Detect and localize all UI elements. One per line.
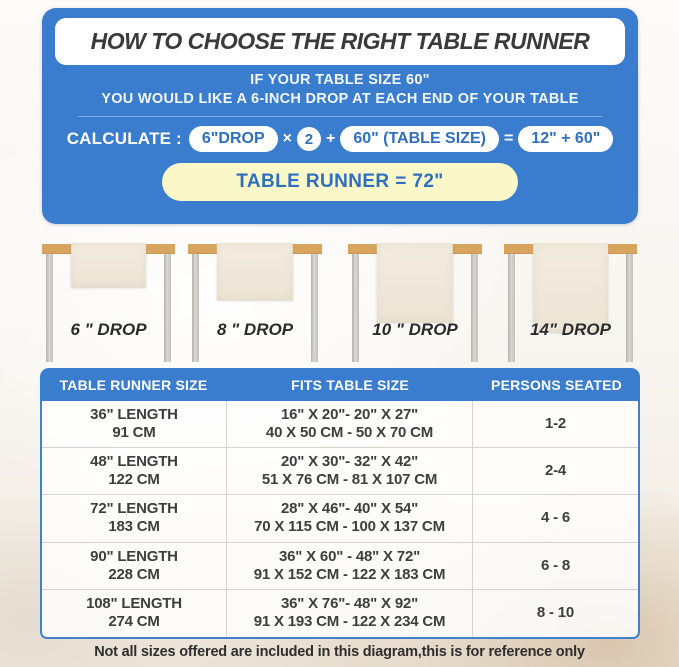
table-leg (626, 254, 633, 362)
fits-size-in: 16" X 20"- 20" X 27" (280, 406, 419, 424)
fits-size-in: 28" X 46"- 40" X 54" (280, 500, 419, 518)
column-header-fits-table: FITS TABLE SIZE (291, 376, 409, 393)
table-leg (311, 254, 318, 362)
intro-text (42, 72, 638, 107)
drop-label: 14" DROP (530, 320, 611, 339)
column-header-persons: PERSONS SEATED (491, 376, 622, 393)
table-figure-8-drop (188, 244, 322, 362)
size-table-body (40, 401, 640, 639)
result-banner (162, 163, 518, 201)
calculate-label: CALCULATE : (66, 129, 182, 148)
drop-label: 10 " DROP (372, 320, 458, 339)
table-row (42, 401, 638, 448)
drop-pill: 6"DROP (189, 126, 278, 152)
runner-illustration (533, 243, 609, 332)
fits-size-cm: 40 X 50 CM - 50 X 70 CM (265, 424, 434, 442)
result-text: TABLE RUNNER = 72" (236, 171, 444, 192)
table-leg (164, 254, 171, 362)
fits-size-cm: 91 X 193 CM - 122 X 234 CM (253, 613, 446, 631)
table-leg (352, 254, 359, 362)
runner-size-in: 48" LENGTH (90, 453, 178, 471)
title-banner (55, 18, 625, 65)
table-row (42, 448, 638, 495)
intro-line-1: IF YOUR TABLE SIZE 60" (250, 72, 430, 88)
table-row (42, 495, 638, 542)
fits-size-in: 36" X 60" - 48" X 72" (279, 547, 420, 565)
persons-seated: 1-2 (544, 415, 567, 433)
multiplier-badge: 2 (297, 127, 321, 151)
table-size-pill: 60" (TABLE SIZE) (340, 126, 499, 152)
page-title: HOW TO CHOOSE THE RIGHT TABLE RUNNER (90, 28, 590, 54)
runner-size-in: 36" LENGTH (90, 406, 178, 424)
plus-sign: + (325, 130, 336, 147)
disclaimer-note: Not all sizes offered are included in this diagram,this is for reference only (94, 644, 585, 660)
runner-size-cm: 183 CM (108, 518, 160, 536)
table-figure-6-drop (42, 244, 175, 362)
table-figure-14-drop (504, 244, 637, 362)
table-leg (192, 254, 199, 362)
multiply-sign: × (282, 130, 292, 147)
fits-size-cm: 91 X 152 CM - 122 X 183 CM (253, 565, 446, 583)
equals-sign: = (503, 130, 514, 147)
drop-label: 8 " DROP (216, 320, 294, 339)
persons-seated: 4 - 6 (540, 509, 570, 527)
runner-illustration (377, 243, 453, 322)
fits-size-in: 36" X 76"- 48" X 92" (280, 595, 419, 613)
table-leg (471, 254, 478, 362)
persons-seated: 2-4 (544, 462, 567, 480)
runner-size-cm: 228 CM (108, 565, 160, 583)
table-row (42, 590, 638, 637)
formula-row (42, 126, 638, 152)
runner-size-in: 108" LENGTH (86, 595, 182, 613)
fits-size-cm: 70 X 115 CM - 100 X 137 CM (254, 518, 445, 536)
runner-illustration (71, 243, 147, 287)
fits-size-cm: 51 X 76 CM - 81 X 107 CM (261, 471, 438, 489)
table-leg (508, 254, 515, 362)
column-header-runner-size: TABLE RUNNER SIZE (59, 376, 208, 393)
runner-illustration (217, 243, 293, 300)
intro-line-2: YOU WOULD LIKE A 6-INCH DROP AT EACH END OF YOUR TABLE (101, 91, 579, 107)
divider (78, 116, 602, 117)
instruction-panel (42, 8, 638, 224)
table-row (42, 543, 638, 590)
persons-seated: 8 - 10 (536, 604, 575, 622)
runner-size-in: 90" LENGTH (90, 547, 178, 565)
size-table-header (40, 368, 640, 401)
table-leg (46, 254, 53, 362)
persons-seated: 6 - 8 (540, 556, 570, 574)
runner-size-in: 72" LENGTH (90, 500, 178, 518)
table-figure-10-drop (348, 244, 482, 362)
runner-size-cm: 122 CM (108, 471, 160, 489)
drop-label: 6 " DROP (70, 320, 147, 339)
runner-size-cm: 91 CM (112, 424, 156, 442)
runner-size-cm: 274 CM (108, 613, 160, 631)
sum-pill: 12" + 60" (518, 126, 613, 152)
fits-size-in: 20" X 30"- 32" X 42" (280, 453, 419, 471)
